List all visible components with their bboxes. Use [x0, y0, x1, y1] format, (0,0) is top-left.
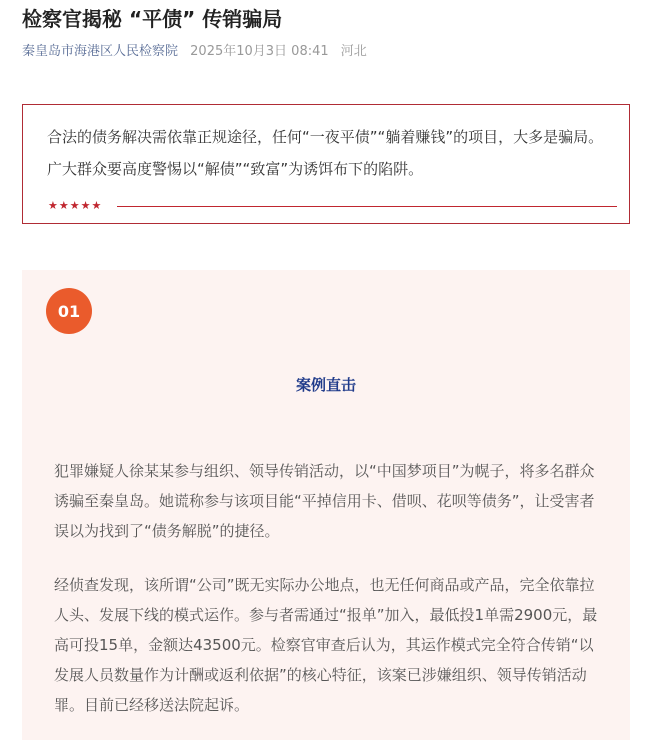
stars-decoration: ★★★★★ [48, 199, 103, 212]
summary-divider [117, 206, 617, 207]
summary-box [22, 104, 630, 224]
summary-text: 合法的债务解决需依靠正规途径，任何“一夜平债”“躺着赚钱”的项目，大多是骗局。广大群众要高度警惕以“解债”“致富”为诱饵布下的陷阱。 [47, 128, 604, 178]
case-section [22, 270, 630, 740]
publish-location: 河北 [340, 44, 367, 59]
article-meta [22, 42, 367, 62]
case-paragraph-2: 经侦查发现，该所谓“公司”既无实际办公地点，也无任何商品或产品，完全依靠拉人头、发展下线的模式运作。参与者需通过“报单”加入，最低投1单需2900元，最高可投15单，金额达43500元。检察官审查后认为，其运作模式完全符合传销“以发展人员数量作为计酬或返利依据”的核心特征，该案已涉嫌组织、领导传销活动罪。目前已经移送法院起诉。 [54, 576, 598, 714]
case-paragraph-1: 犯罪嫌疑人徐某某参与组织、领导传销活动，以“中国梦项目”为幌子，将多名群众诱骗至秦皇岛。她谎称参与该项目能“平掉信用卡、借呗、花呗等债务”，让受害者误以为找到了“债务解脱”的捷径。 [54, 462, 595, 540]
publish-datetime: 2025年10月3日 08:41 [190, 44, 329, 59]
section-heading: 案例直击 [295, 376, 356, 394]
article-title: 检察官揭秘 “平债” 传销骗局 [22, 7, 283, 31]
source-account-link[interactable]: 秦皇岛市海港区人民检察院 [22, 44, 179, 59]
section-number-badge: 01 [46, 288, 92, 334]
